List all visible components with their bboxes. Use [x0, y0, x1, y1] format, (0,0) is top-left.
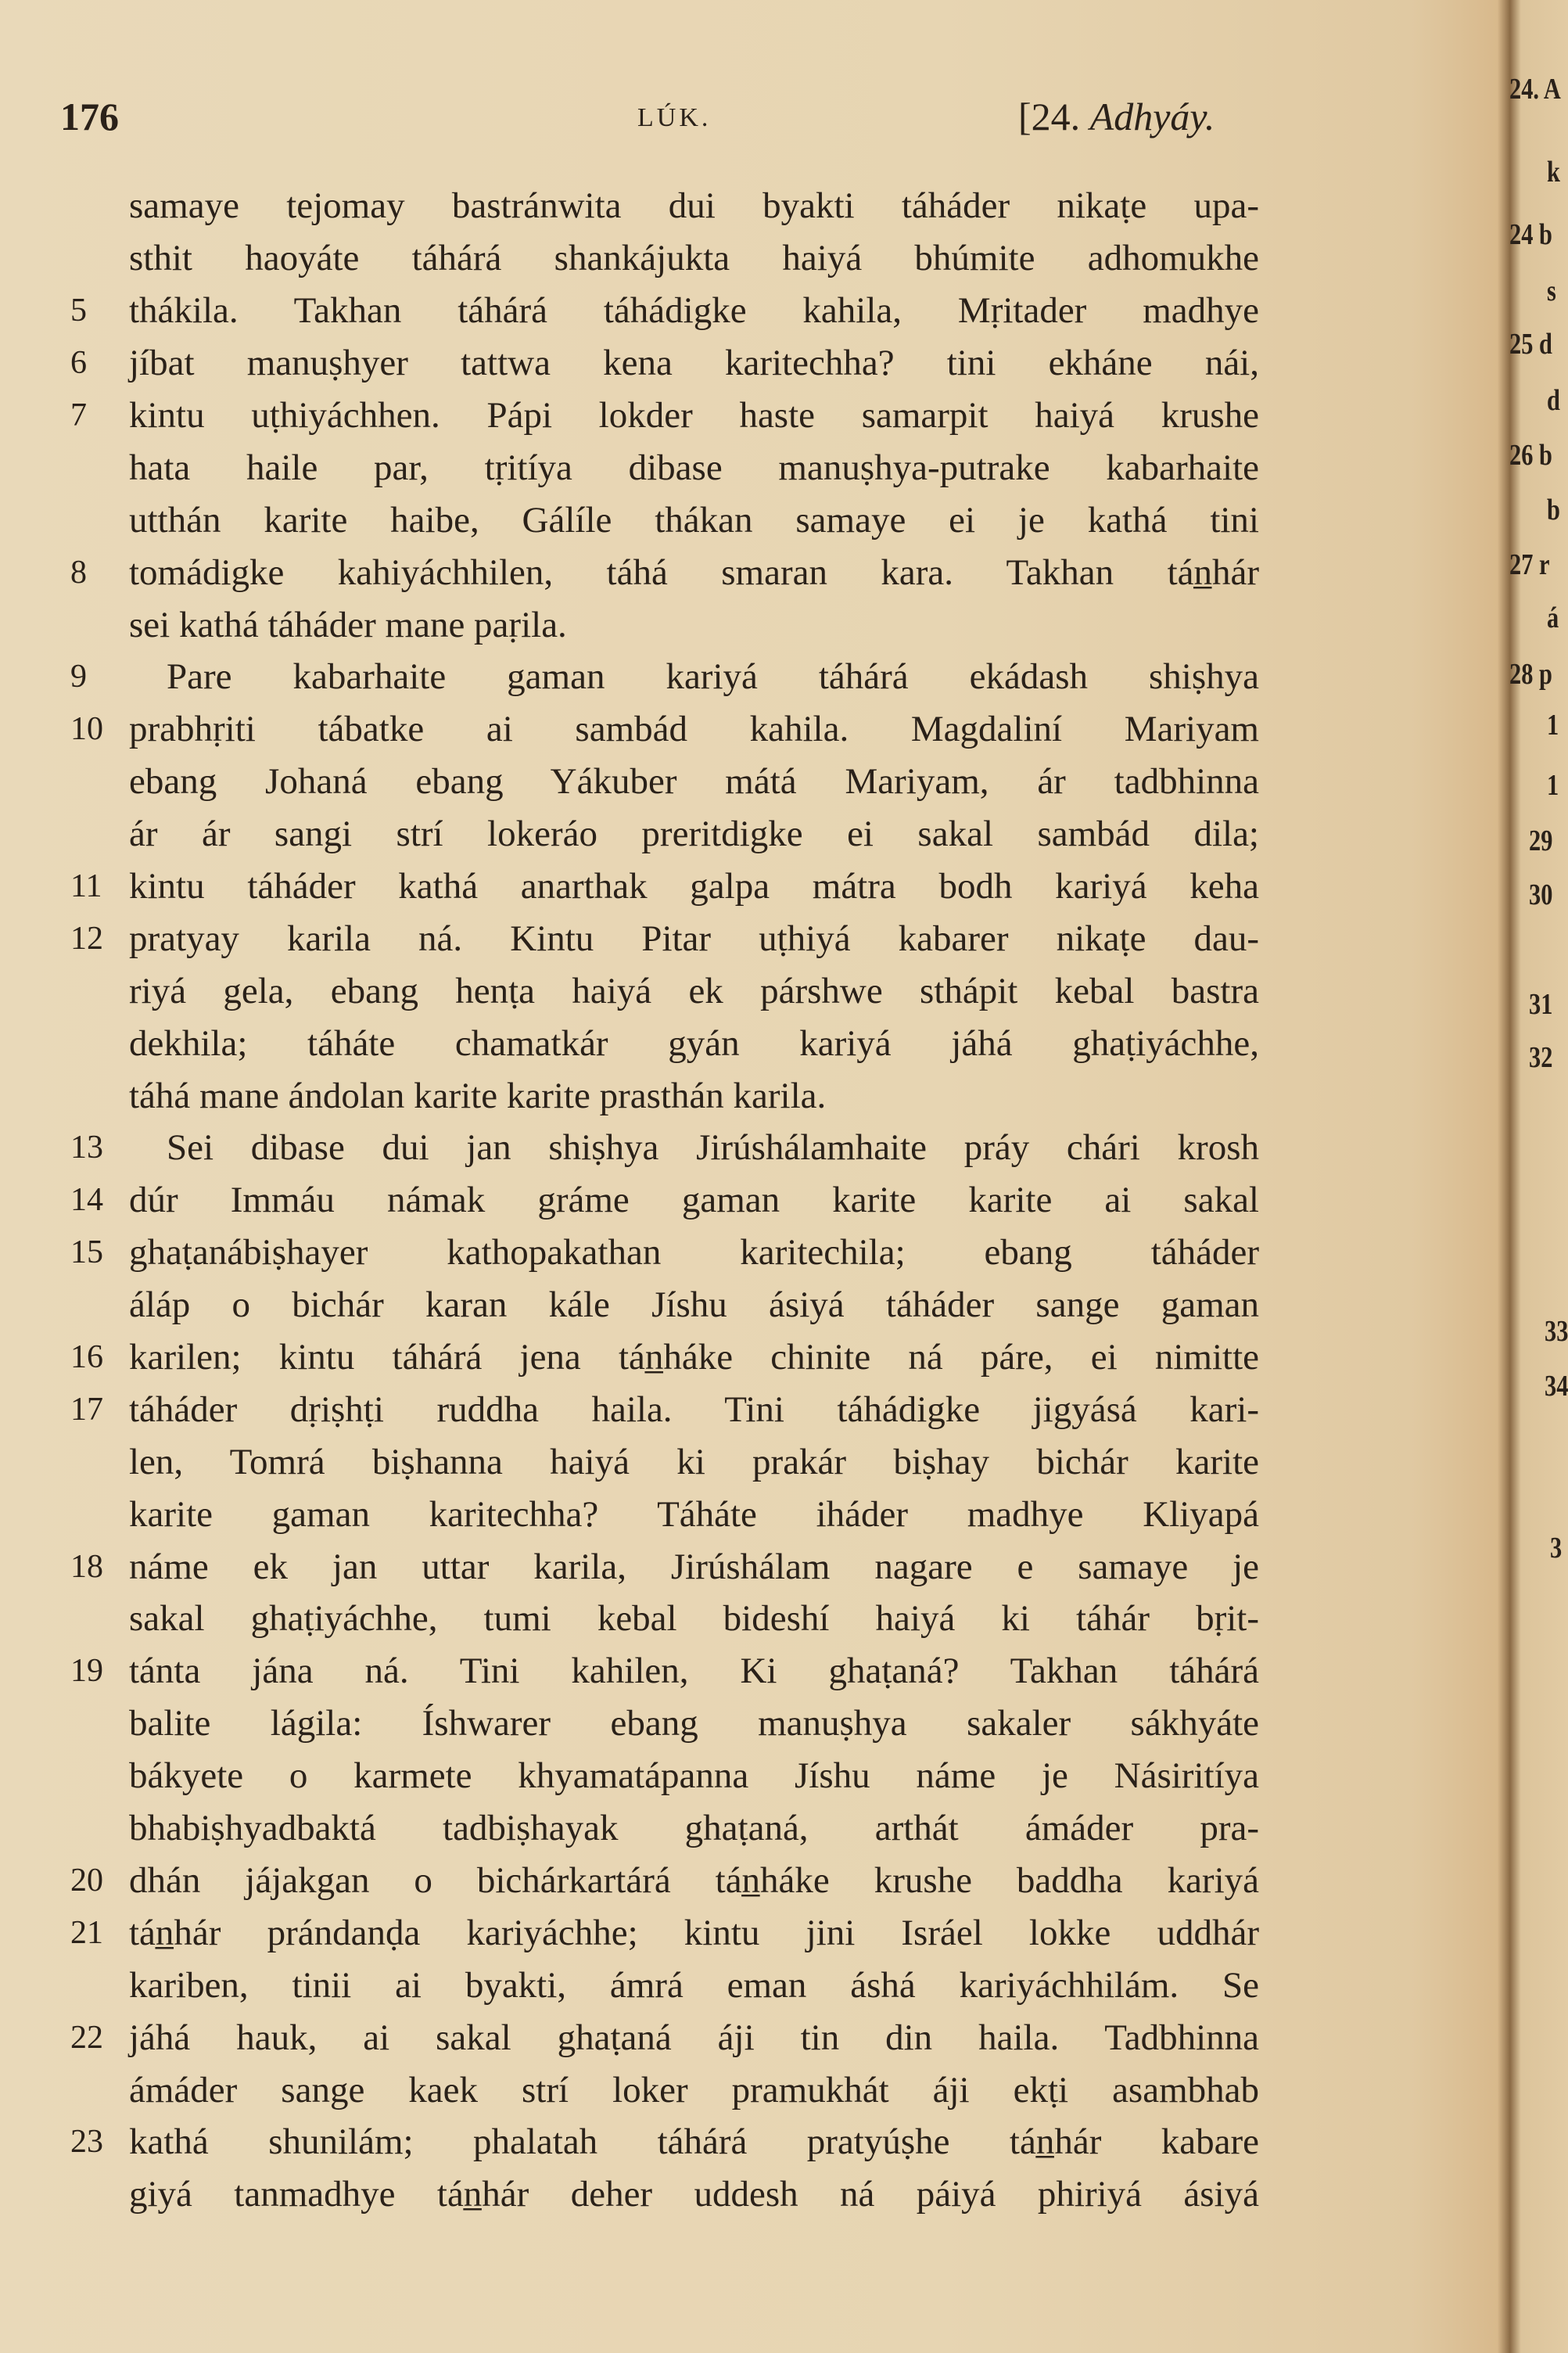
chapter-label: Adhyáy. — [1089, 95, 1215, 138]
facing-page-text: 29 — [1529, 824, 1553, 857]
line-text: kintu uṭhiyáchhen. Pápi lokder haste samarpit haiyá krushe — [129, 395, 1259, 436]
text-line — [70, 1227, 1259, 1279]
facing-page-text: 34 — [1545, 1370, 1568, 1403]
verse-number: 6 — [70, 345, 87, 382]
text-line — [70, 1331, 1259, 1384]
line-text: jíbat manuṣhyer tattwa kena karitechha? tini ekháne nái, — [129, 343, 1259, 384]
text-line — [70, 598, 1259, 651]
line-text: ár ár sangi strí lokeráo preritdigke ei sakal sambád dila; — [129, 814, 1259, 855]
text-line — [70, 2011, 1259, 2064]
facing-page-text: 1 — [1547, 709, 1559, 742]
text-line — [70, 232, 1259, 285]
chapter-number: [24. — [1018, 95, 1090, 138]
verse-number: 15 — [70, 1234, 103, 1271]
line-text: karite gaman karitechha? Táháte iháder madhye Kliyapá — [129, 1493, 1259, 1535]
facing-page-text: 27 r — [1509, 548, 1550, 581]
line-text: áláp o bichár karan kále Jíshu ásiyá táháder sange gaman — [129, 1284, 1259, 1326]
text-line — [70, 756, 1259, 808]
text-line — [70, 1540, 1259, 1593]
text-line — [70, 546, 1259, 598]
text-line — [70, 1697, 1259, 1750]
text-line — [70, 808, 1259, 860]
facing-page-text: 24. A — [1509, 73, 1561, 106]
text-line — [70, 2116, 1259, 2168]
verse-number: 8 — [70, 554, 87, 591]
text-line — [70, 1174, 1259, 1227]
text-line — [70, 390, 1259, 442]
text-line — [70, 1069, 1259, 1122]
text-line — [70, 1855, 1259, 1907]
line-text: tánta jána ná. Tini kahilen, Ki ghaṭaná? Takhan táhárá — [129, 1651, 1259, 1692]
line-text: samaye tejomay bastránwita dui byakti táháder nikaṭe upa- — [129, 185, 1259, 227]
facing-page-text: 1 — [1547, 769, 1559, 802]
text-line — [70, 2064, 1259, 2116]
facing-page-text: k — [1547, 156, 1560, 189]
facing-page-text: 28 p — [1509, 658, 1552, 691]
line-text: kariben, tinii ai byakti, ámrá eman áshá kariyáchhilám. Se — [129, 1964, 1259, 2006]
verse-number: 23 — [70, 2124, 103, 2161]
text-line — [70, 965, 1259, 1017]
line-text: hata haile par, tṛitíya dibase manuṣhya-putrake kabarhaite — [129, 447, 1259, 488]
page-body-text — [70, 180, 1259, 2221]
chapter-heading — [1018, 94, 1215, 139]
line-text: Sei dibase dui jan shiṣhya Jirúshálamhaite práy chári krosh — [167, 1127, 1259, 1169]
line-text: bhabiṣhyadbaktá tadbiṣhayak ghaṭaná, arthát ámáder pra- — [129, 1808, 1259, 1849]
verse-number: 11 — [70, 868, 102, 905]
verse-number: 20 — [70, 1862, 103, 1899]
line-text: kathá shunilám; phalatah táhárá pratyúṣhe tán̲hár kabare — [129, 2121, 1259, 2163]
text-line — [70, 1383, 1259, 1435]
line-text: ghaṭanábiṣhayer kathopakathan karitechila; ebang táháder — [129, 1232, 1259, 1273]
text-line — [70, 912, 1259, 965]
line-text: dúr Immáu námak gráme gaman karite karite ai sakal — [129, 1180, 1259, 1221]
line-text: táhá mane ándolan karite karite prasthán karila. — [129, 1075, 827, 1116]
line-text: ámáder sange kaek strí loker pramukhát áji ekṭi asambhab — [129, 2069, 1259, 2111]
verse-number: 14 — [70, 1182, 103, 1219]
verse-number: 19 — [70, 1653, 103, 1690]
text-line — [70, 1435, 1259, 1488]
line-text: náme ek jan uttar karila, Jirúshálam nagare e samaye je — [129, 1546, 1259, 1587]
text-line — [70, 1488, 1259, 1540]
line-text: karilen; kintu táhárá jena tán̲háke chinite ná páre, ei nimitte — [129, 1337, 1259, 1378]
text-line — [70, 860, 1259, 913]
facing-page-text: 31 — [1529, 988, 1553, 1021]
line-text: sei kathá táháder mane paṛila. — [129, 604, 567, 645]
line-text: Pare kabarhaite gaman kariyá táhárá ekádash shiṣhya — [167, 656, 1259, 698]
text-line — [70, 180, 1259, 232]
line-text: kintu táháder kathá anarthak galpa mátra bodh kariyá keha — [129, 866, 1259, 907]
line-text: tán̲hár prándanḍa kariyáchhe; kintu jini Isráel lokke uddhár — [129, 1912, 1259, 1953]
line-text: sakal ghaṭiyáchhe, tumi kebal bideshí haiyá ki táhár bṛit- — [129, 1598, 1259, 1640]
facing-page-text: 33 — [1545, 1315, 1568, 1348]
text-line — [70, 1017, 1259, 1069]
line-text: prabhṛiti tábatke ai sambád kahila. Magdaliní Mariyam — [129, 709, 1259, 750]
text-line — [70, 441, 1259, 494]
text-line — [70, 285, 1259, 337]
line-text: riyá gela, ebang henṭa haiyá ek párshwe sthápit kebal bastra — [129, 970, 1259, 1011]
facing-page-text: d — [1547, 384, 1560, 417]
facing-page-text: 32 — [1529, 1041, 1553, 1074]
text-line — [70, 1645, 1259, 1697]
line-text: ebang Johaná ebang Yákuber mátá Mariyam, ár tadbhinna — [129, 761, 1259, 803]
text-line — [70, 1802, 1259, 1855]
verse-number: 9 — [70, 659, 87, 695]
line-text: dekhila; táháte chamatkár gyán kariyá jáhá ghaṭiyáchhe, — [129, 1022, 1259, 1064]
running-title: LÚK. — [637, 103, 712, 132]
verse-number: 18 — [70, 1548, 103, 1585]
verse-number: 16 — [70, 1339, 103, 1376]
line-text: táháder dṛiṣhṭi ruddha haila. Tini táhádigke jigyásá kari- — [129, 1388, 1259, 1430]
text-line — [70, 1279, 1259, 1331]
text-line — [70, 651, 1259, 703]
verse-number: 7 — [70, 397, 87, 433]
facing-page-text: 24 b — [1509, 218, 1552, 251]
line-text: pratyay karila ná. Kintu Pitar uṭhiyá kabarer nikaṭe dau- — [129, 918, 1259, 959]
text-line — [70, 1593, 1259, 1645]
verse-number: 21 — [70, 1914, 103, 1951]
line-text: tomádigke kahiyáchhilen, táhá smaran kara. Takhan tán̲hár — [129, 551, 1259, 593]
line-text: jáhá hauk, ai sakal ghaṭaná áji tin din haila. Tadbhinna — [129, 2017, 1259, 2058]
text-line — [70, 1750, 1259, 1802]
text-line — [70, 1122, 1259, 1174]
line-text: giyá tanmadhye tán̲hár deher uddesh ná páiyá phiriyá ásiyá — [129, 2174, 1259, 2215]
line-text: balite lágila: Íshwarer ebang manuṣhya sakaler sákhyáte — [129, 1703, 1259, 1744]
line-text: utthán karite haibe, Gálíle thákan samaye ei je kathá tini — [129, 499, 1259, 541]
text-line — [70, 1906, 1259, 1959]
facing-page-text: á — [1547, 602, 1559, 634]
verse-number: 5 — [70, 293, 87, 329]
line-text: len, Tomrá biṣhanna haiyá ki prakár biṣhay bichár karite — [129, 1441, 1259, 1482]
verse-number: 12 — [70, 920, 103, 957]
line-text: dhán jájakgan o bichárkartárá tán̲háke krushe baddha kariyá — [129, 1859, 1259, 1901]
facing-page-text: 26 b — [1509, 439, 1552, 472]
text-line — [70, 337, 1259, 390]
line-text: thákila. Takhan táhárá táhádigke kahila, Mṛitader madhye — [129, 290, 1259, 332]
line-text: bákyete o karmete khyamatápanna Jíshu náme je Násiritíya — [129, 1755, 1259, 1797]
facing-page-text: s — [1547, 275, 1556, 307]
verse-number: 13 — [70, 1130, 103, 1166]
line-text: sthit haoyáte táhárá shankájukta haiyá bhúmite adhomukhe — [129, 238, 1259, 279]
page-number: 176 — [60, 95, 119, 138]
text-line — [70, 703, 1259, 756]
facing-page-text: 3 — [1550, 1532, 1563, 1564]
text-line — [70, 2168, 1259, 2221]
facing-page-text: b — [1547, 494, 1560, 526]
verse-number: 10 — [70, 711, 103, 748]
verse-number: 22 — [70, 2019, 103, 2056]
facing-page-text: 25 d — [1509, 328, 1552, 361]
text-line — [70, 1959, 1259, 2011]
text-line — [70, 494, 1259, 546]
verse-number: 17 — [70, 1391, 103, 1428]
facing-page-text: 30 — [1529, 878, 1553, 911]
